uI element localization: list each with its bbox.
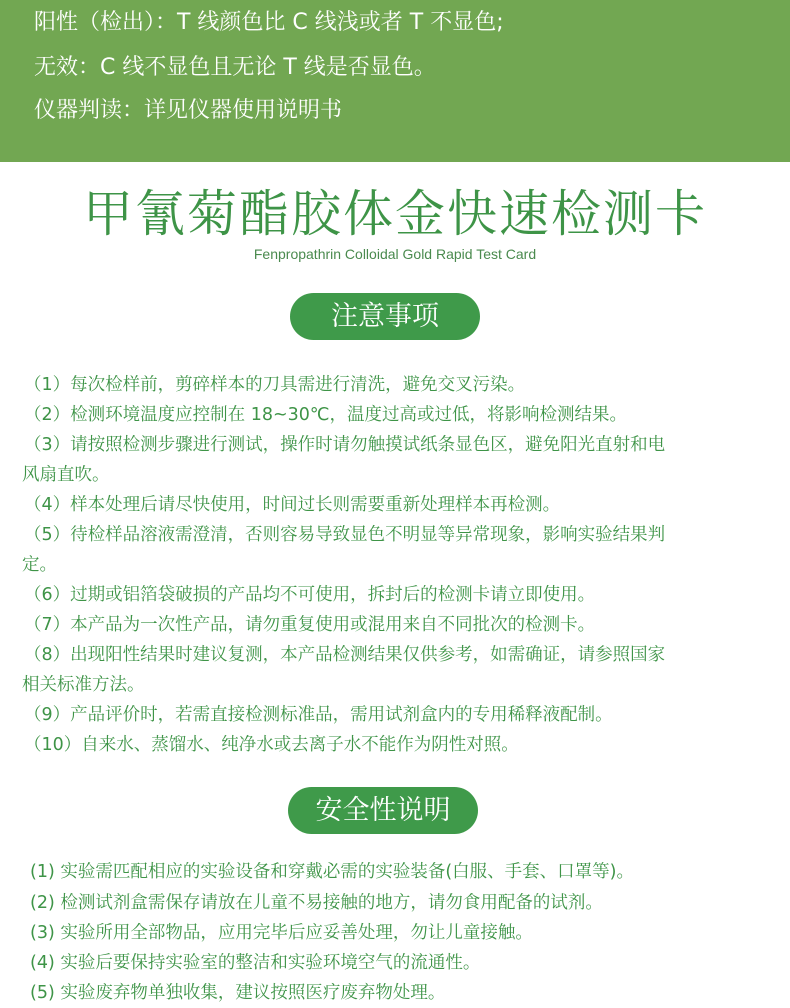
- invalid-criteria: 无效：C 线不显色且无论 T 线是否显色。: [34, 55, 436, 80]
- list-item-continuation: 相关标准方法。: [22, 675, 145, 695]
- list-item: (4) 实验后要保持实验室的整洁和实验环境空气的流通性。: [30, 953, 481, 973]
- list-item: (1) 实验需匹配相应的实验设备和穿戴必需的实验装备(白服、手套、口罩等)。: [30, 862, 635, 882]
- list-item: （10）自来水、蒸馏水、纯净水或去离子水不能作为阴性对照。: [24, 735, 519, 755]
- result-criteria-banner: [0, 0, 790, 162]
- list-item: （2）检测环境温度应控制在 18~30℃，温度过高或过低，将影响检测结果。: [24, 405, 628, 425]
- list-item: （5）待检样品溶液需澄清，否则容易导致显色不明显等异常现象，影响实验结果判: [24, 525, 666, 545]
- list-item-continuation: 定。: [22, 555, 57, 575]
- list-item-continuation: 风扇直吹。: [22, 465, 110, 485]
- list-item: (2) 检测试剂盒需保存请放在儿童不易接触的地方，请勿食用配备的试剂。: [30, 893, 603, 913]
- positive-criteria: 阳性（检出）：T 线颜色比 C 线浅或者 T 不显色;: [34, 10, 504, 35]
- list-item: （1）每次检样前，剪碎样本的刀具需进行清洗，避免交叉污染。: [24, 375, 526, 395]
- list-item: （3）请按照检测步骤进行测试，操作时请勿触摸试纸条显色区，避免阳光直射和电: [24, 435, 666, 455]
- instrument-reading: 仪器判读：详见仪器使用说明书: [34, 98, 343, 123]
- product-subtitle: Fenpropathrin Colloidal Gold Rapid Test Card: [253, 246, 537, 262]
- list-item: （7）本产品为一次性产品，请勿重复使用或混用来自不同批次的检测卡。: [24, 615, 596, 635]
- safety-heading: 安全性说明: [288, 787, 478, 834]
- list-item: (5) 实验废弃物单独收集，建议按照医疗废弃物处理。: [30, 983, 446, 1003]
- precautions-heading: 注意事项: [290, 293, 480, 340]
- list-item: （8）出现阳性结果时建议复测，本产品检测结果仅供参考，如需确证，请参照国家: [24, 645, 666, 665]
- list-item: （4）样本处理后请尽快使用，时间过长则需要重新处理样本再检测。: [24, 495, 561, 515]
- product-title: 甲氰菊酯胶体金快速检测卡: [83, 185, 707, 243]
- list-item: (3) 实验所用全部物品，应用完毕后应妥善处理，勿让儿童接触。: [30, 923, 533, 943]
- list-item: （9）产品评价时，若需直接检测标准品，需用试剂盒内的专用稀释液配制。: [24, 705, 613, 725]
- list-item: （6）过期或铝箔袋破损的产品均不可使用，拆封后的检测卡请立即使用。: [24, 585, 596, 605]
